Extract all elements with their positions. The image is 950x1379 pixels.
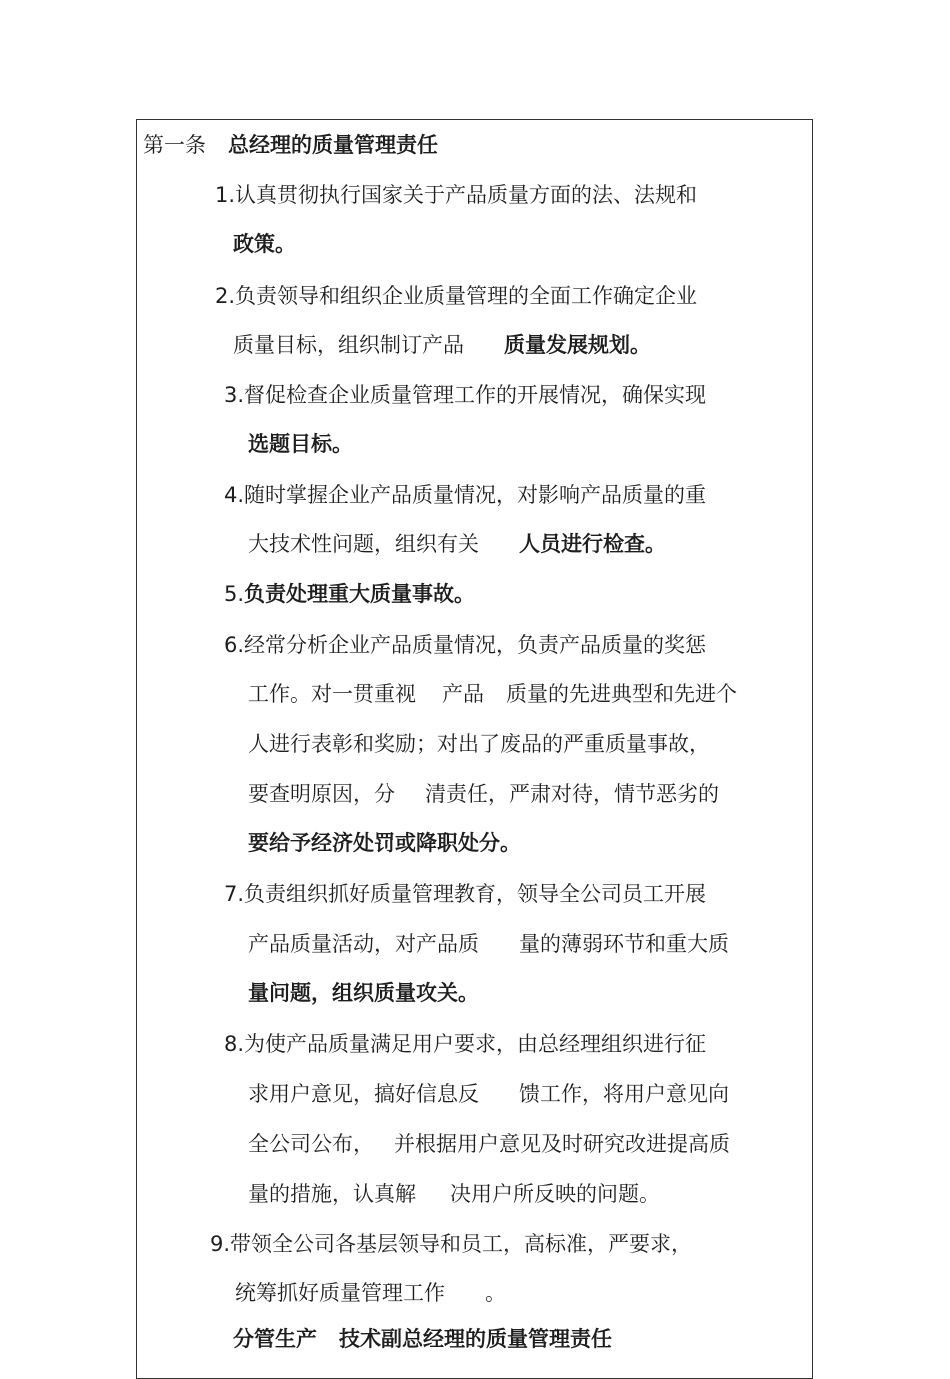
item-5-number: 5. bbox=[224, 582, 245, 606]
item-7-number: 7. bbox=[224, 882, 245, 906]
item-3-number: 3. bbox=[224, 383, 245, 407]
article-heading bbox=[143, 132, 438, 158]
item-9-line-2: 统筹抓好质量管理工作 。 bbox=[235, 1281, 506, 1305]
article-number: 第一条 bbox=[143, 133, 206, 157]
item-7-line-1: 7.负责组织抓好质量管理教育，领导全公司员工开展 bbox=[224, 882, 707, 906]
item-2-line-2: 质量目标，组织制订产品 质量发展规划。 bbox=[233, 333, 651, 357]
item-9-number: 9. bbox=[210, 1232, 231, 1256]
item-6-line-5: 要给予经济处罚或降职处分。 bbox=[248, 831, 521, 855]
item-7-line-2: 产品质量活动，对产品质 量的薄弱环节和重大质 bbox=[248, 932, 729, 956]
item-2-number: 2. bbox=[215, 284, 236, 308]
item-3-line-1: 3.督促检查企业质量管理工作的开展情况，确保实现 bbox=[224, 383, 707, 407]
item-2-line-1: 2.负责领导和组织企业质量管理的全面工作确定企业 bbox=[215, 284, 698, 308]
item-6-line-3: 人进行表彰和奖励；对出了废品的严重质量事故， bbox=[248, 732, 710, 756]
item-8-line-4: 量的措施，认真解 决用户所反映的问题。 bbox=[248, 1182, 660, 1206]
item-1-line-2: 政策。 bbox=[233, 232, 296, 256]
item-8-line-3: 全公司公布， 并根据用户意见及时研究改进提高质 bbox=[248, 1132, 730, 1156]
next-article-heading: 分管生产 技术副总经理的质量管理责任 bbox=[233, 1327, 612, 1351]
item-4-line-2: 大技术性问题，组织有关 人员进行检查。 bbox=[248, 532, 666, 556]
item-4-number: 4. bbox=[224, 483, 245, 507]
item-1-line-1: 1.认真贯彻执行国家关于产品质量方面的法、法规和 bbox=[215, 183, 698, 207]
item-6-number: 6. bbox=[224, 633, 245, 657]
item-8-line-2: 求用户意见，搞好信息反 馈工作，将用户意见向 bbox=[248, 1082, 729, 1106]
item-6-line-1: 6.经常分析企业产品质量情况，负责产品质量的奖惩 bbox=[224, 633, 707, 657]
item-9-line-1: 9.带领全公司各基层领导和员工，高标准，严要求， bbox=[210, 1232, 693, 1256]
item-5-line-1: 5.负责处理重大质量事故。 bbox=[224, 582, 476, 606]
item-8-line-1: 8.为使产品质量满足用户要求，由总经理组织进行征 bbox=[224, 1032, 707, 1056]
item-4-line-1: 4.随时掌握企业产品质量情况，对影响产品质量的重 bbox=[224, 483, 707, 507]
item-6-line-4: 要查明原因，分 清责任，严肃对待，情节恶劣的 bbox=[248, 782, 719, 806]
article-title: 总经理的质量管理责任 bbox=[228, 133, 438, 157]
item-6-line-2: 工作。对一贯重视 产品 质量的先进典型和先进个 bbox=[248, 682, 737, 706]
item-8-number: 8. bbox=[224, 1032, 245, 1056]
item-1-number: 1. bbox=[215, 183, 236, 207]
item-3-line-2: 选题目标。 bbox=[248, 432, 353, 456]
item-7-line-3: 量问题，组织质量攻关。 bbox=[248, 981, 479, 1005]
